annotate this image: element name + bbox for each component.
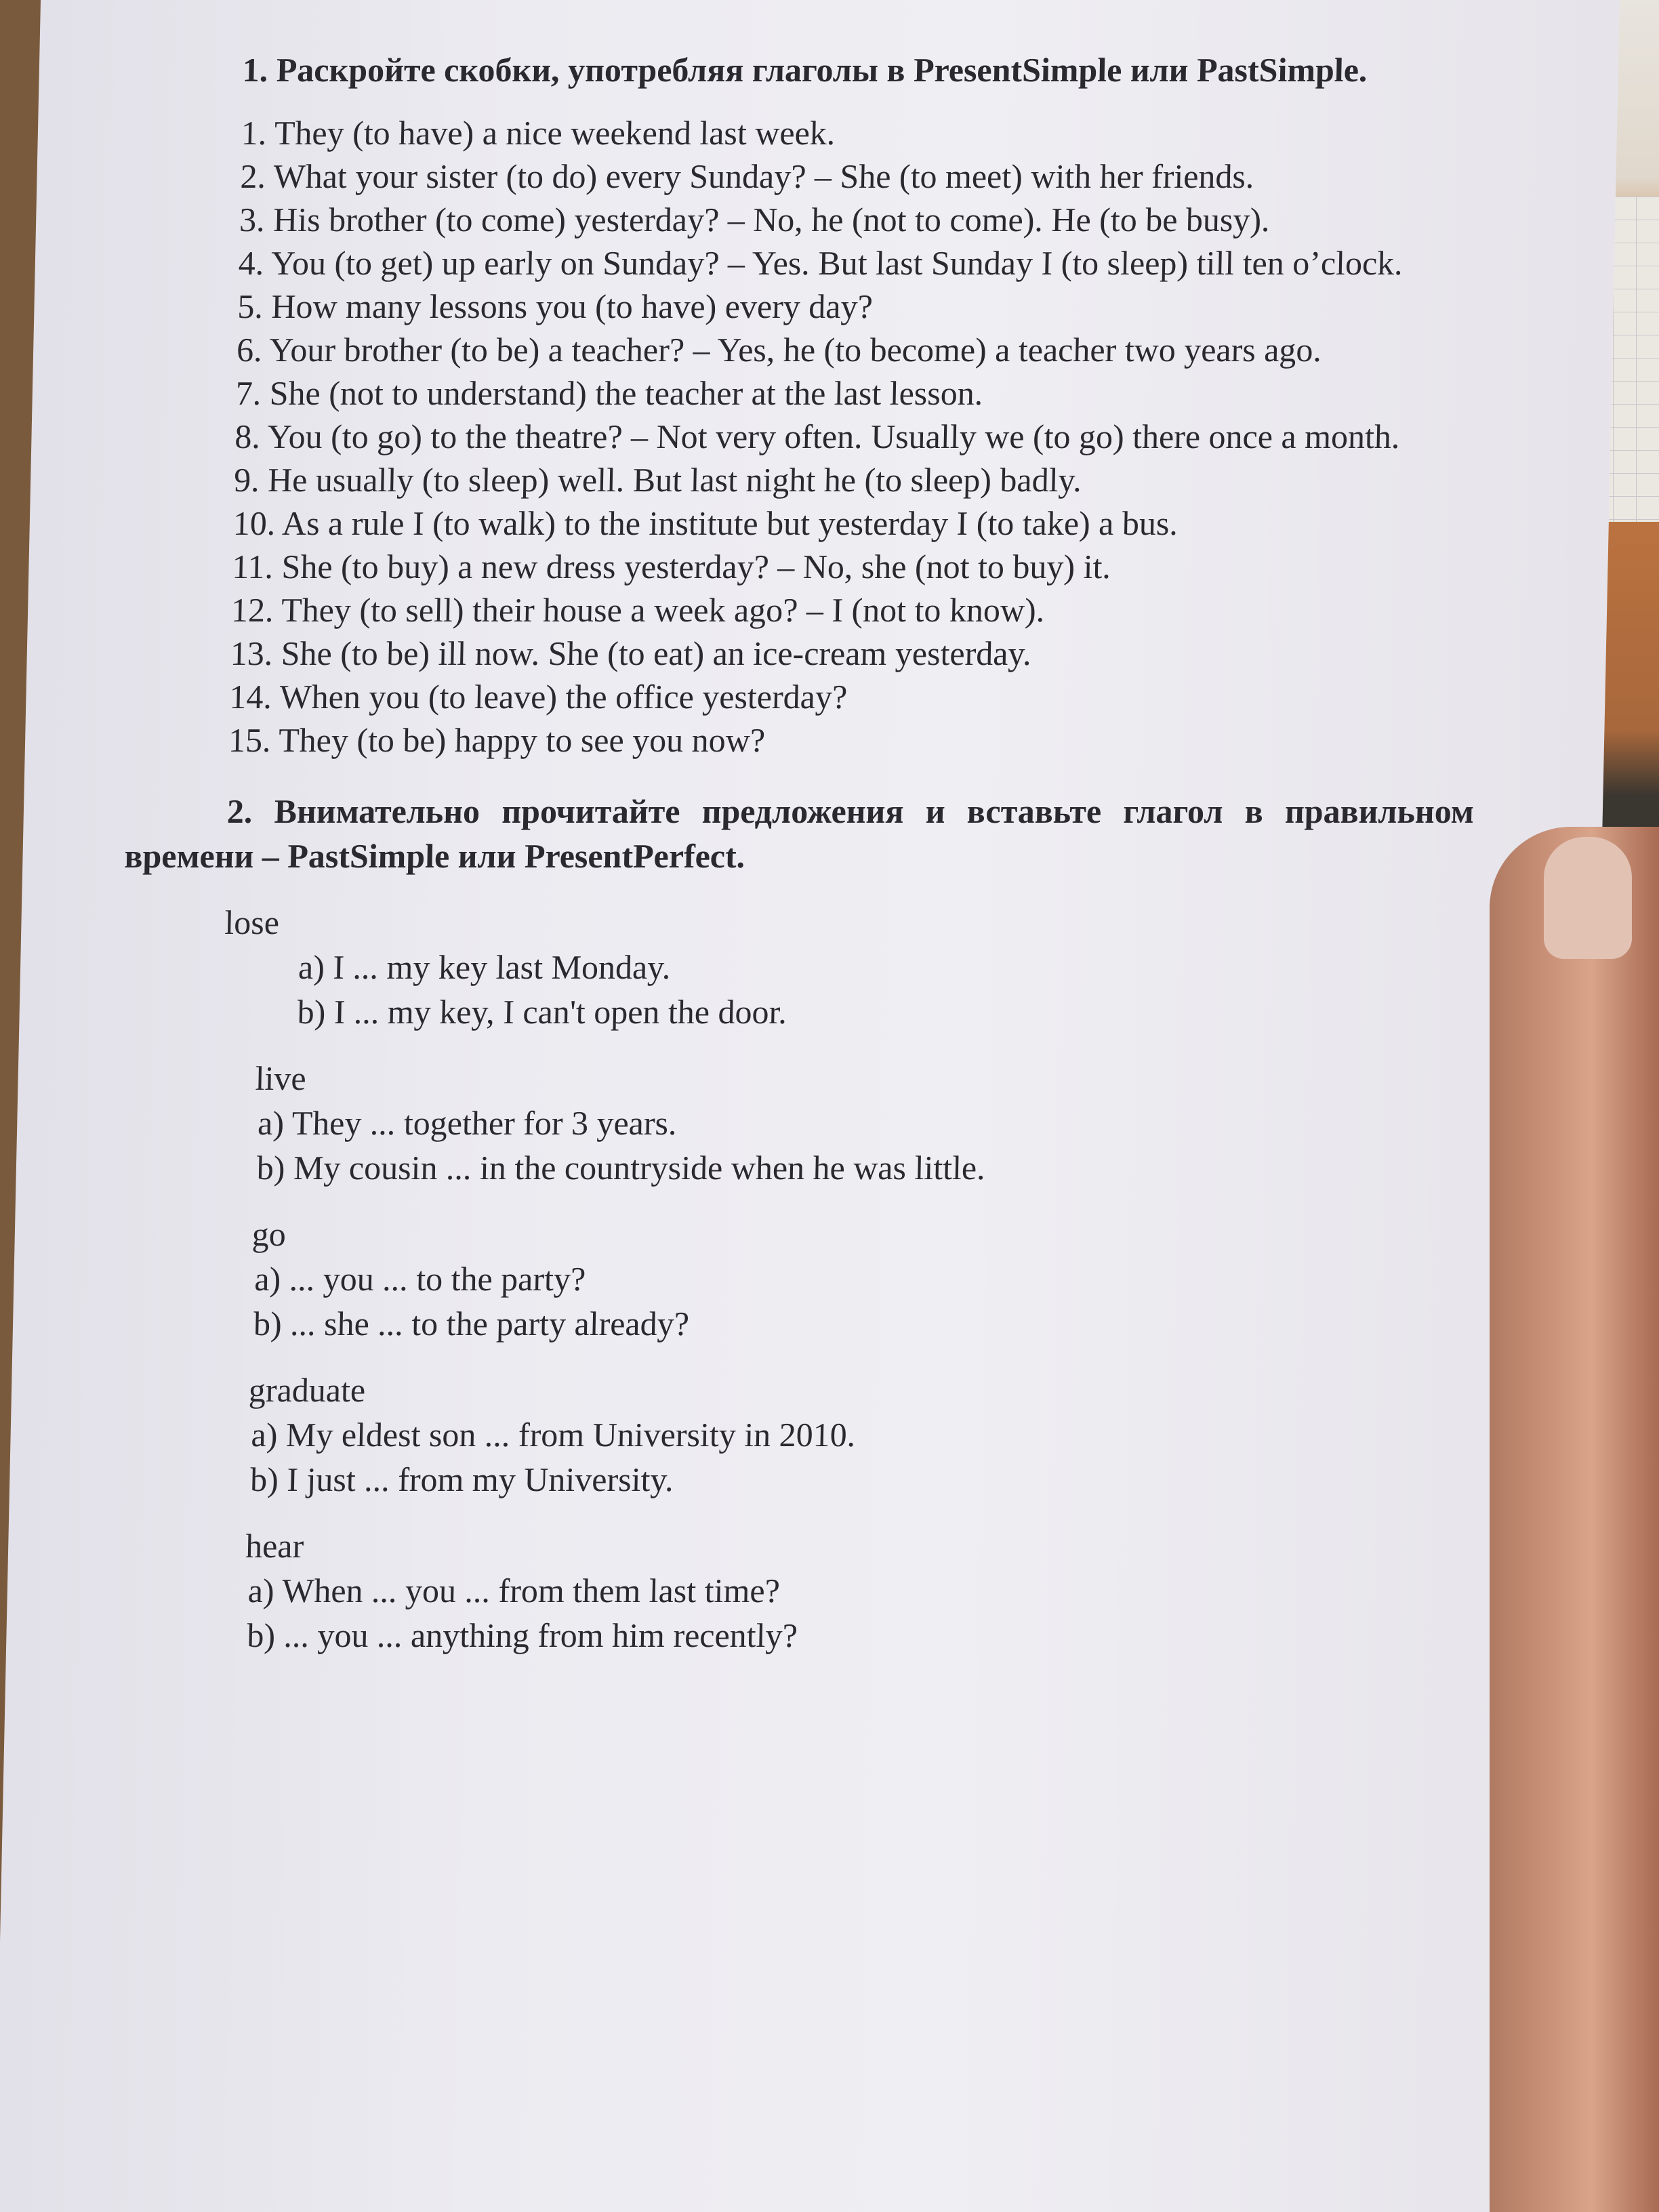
sentence-a: a) They ... together for 3 years. [257, 1104, 678, 1142]
exercise-item: 12. They (to sell) their house a week ago? – I (not to know). [230, 591, 1045, 629]
task2-number: 2. [226, 792, 253, 830]
exercise-item: 5. How many lessons you (to have) every day? [237, 287, 874, 325]
exercise-item: 7. She (not to understand) the teacher at the last lesson. [235, 374, 983, 412]
verb-word: hear [245, 1527, 304, 1565]
exercise-item: 9. He usually (to sleep) well. But last night he (to sleep) badly. [233, 461, 1082, 499]
verb-word: live [255, 1059, 307, 1097]
sentence-b: b) I ... my key, I can't open the door. [297, 993, 787, 1031]
exercise-item: 6. Your brother (to be) a teacher? – Yes, he (to become) a teacher two years ago. [236, 331, 1322, 369]
verb-group-graduate [111, 1368, 1462, 1502]
task2-heading [124, 789, 1475, 878]
verb-group-go [114, 1212, 1465, 1346]
verb-word: lose [224, 903, 280, 941]
verb-word: go [251, 1215, 287, 1253]
exercise-item: 4. You (to get) up early on Sunday? – Yes. But last Sunday I (to sleep) till ten o’clock. [238, 244, 1404, 282]
task1-heading [140, 47, 1490, 92]
sentence-b: b) I just ... from my University. [249, 1460, 674, 1498]
thumb-nail [1544, 837, 1632, 959]
task1-number: 1. [242, 51, 268, 89]
sentence-b: b) ... you ... anything from him recently? [246, 1616, 798, 1654]
sentence-a: a) My eldest son ... from University in 2010. [251, 1416, 856, 1454]
exercise-item: 10. As a rule I (to walk) to the institute but yesterday I (to take) a bus. [232, 504, 1179, 542]
exercise-item: 1. They (to have) a nice weekend last week. [241, 114, 836, 152]
exercise-item: 3. His brother (to come) yesterday? – No, he (not to come). He (to be busy). [239, 201, 1271, 239]
sentence-b: b) ... she ... to the party already? [253, 1305, 690, 1343]
exercise-item: 11. She (to buy) a new dress yesterday? – No, she (not to buy) it. [231, 548, 1111, 586]
exercise-item: 15. They (to be) happy to see you now? [228, 721, 766, 759]
exercise-item: 8. You (to go) to the theatre? – Not very often. Usually we (to go) there once a month. [234, 417, 1401, 455]
verb-group-lose [121, 900, 1472, 1034]
worksheet-content [108, 47, 1490, 1658]
sentence-a: a) When ... you ... from them last time? [247, 1572, 781, 1610]
holding-thumb [1490, 827, 1659, 2212]
verb-group-hear [108, 1523, 1459, 1658]
sentence-a: a) ... you ... to the party? [253, 1260, 586, 1298]
exercise-item: 13. She (to be) ill now. She (to eat) an ice-cream yesterday. [230, 634, 1032, 672]
task2-section [108, 789, 1475, 1658]
task2-instruction: Внимательно прочитайте предложения и вставьте глагол в правильном времени – PastSimple или PresentPerfect. [123, 792, 1475, 875]
sentence-b: b) My cousin ... in the countryside when he was little. [256, 1149, 986, 1187]
sentence-a: a) I ... my key last Monday. [298, 948, 672, 986]
exercise-item: 2. What your sister (to do) every Sunday? – She (to meet) with her friends. [239, 157, 1255, 195]
task1-items [126, 111, 1488, 762]
task1-instruction: Раскройте скобки, употребляя глаголы в PresentSimple или PastSimple. [276, 51, 1368, 89]
verb-word: graduate [248, 1371, 366, 1409]
verb-group-live [117, 1056, 1469, 1190]
exercise-item: 14. When you (to leave) the office yesterday? [228, 678, 848, 716]
